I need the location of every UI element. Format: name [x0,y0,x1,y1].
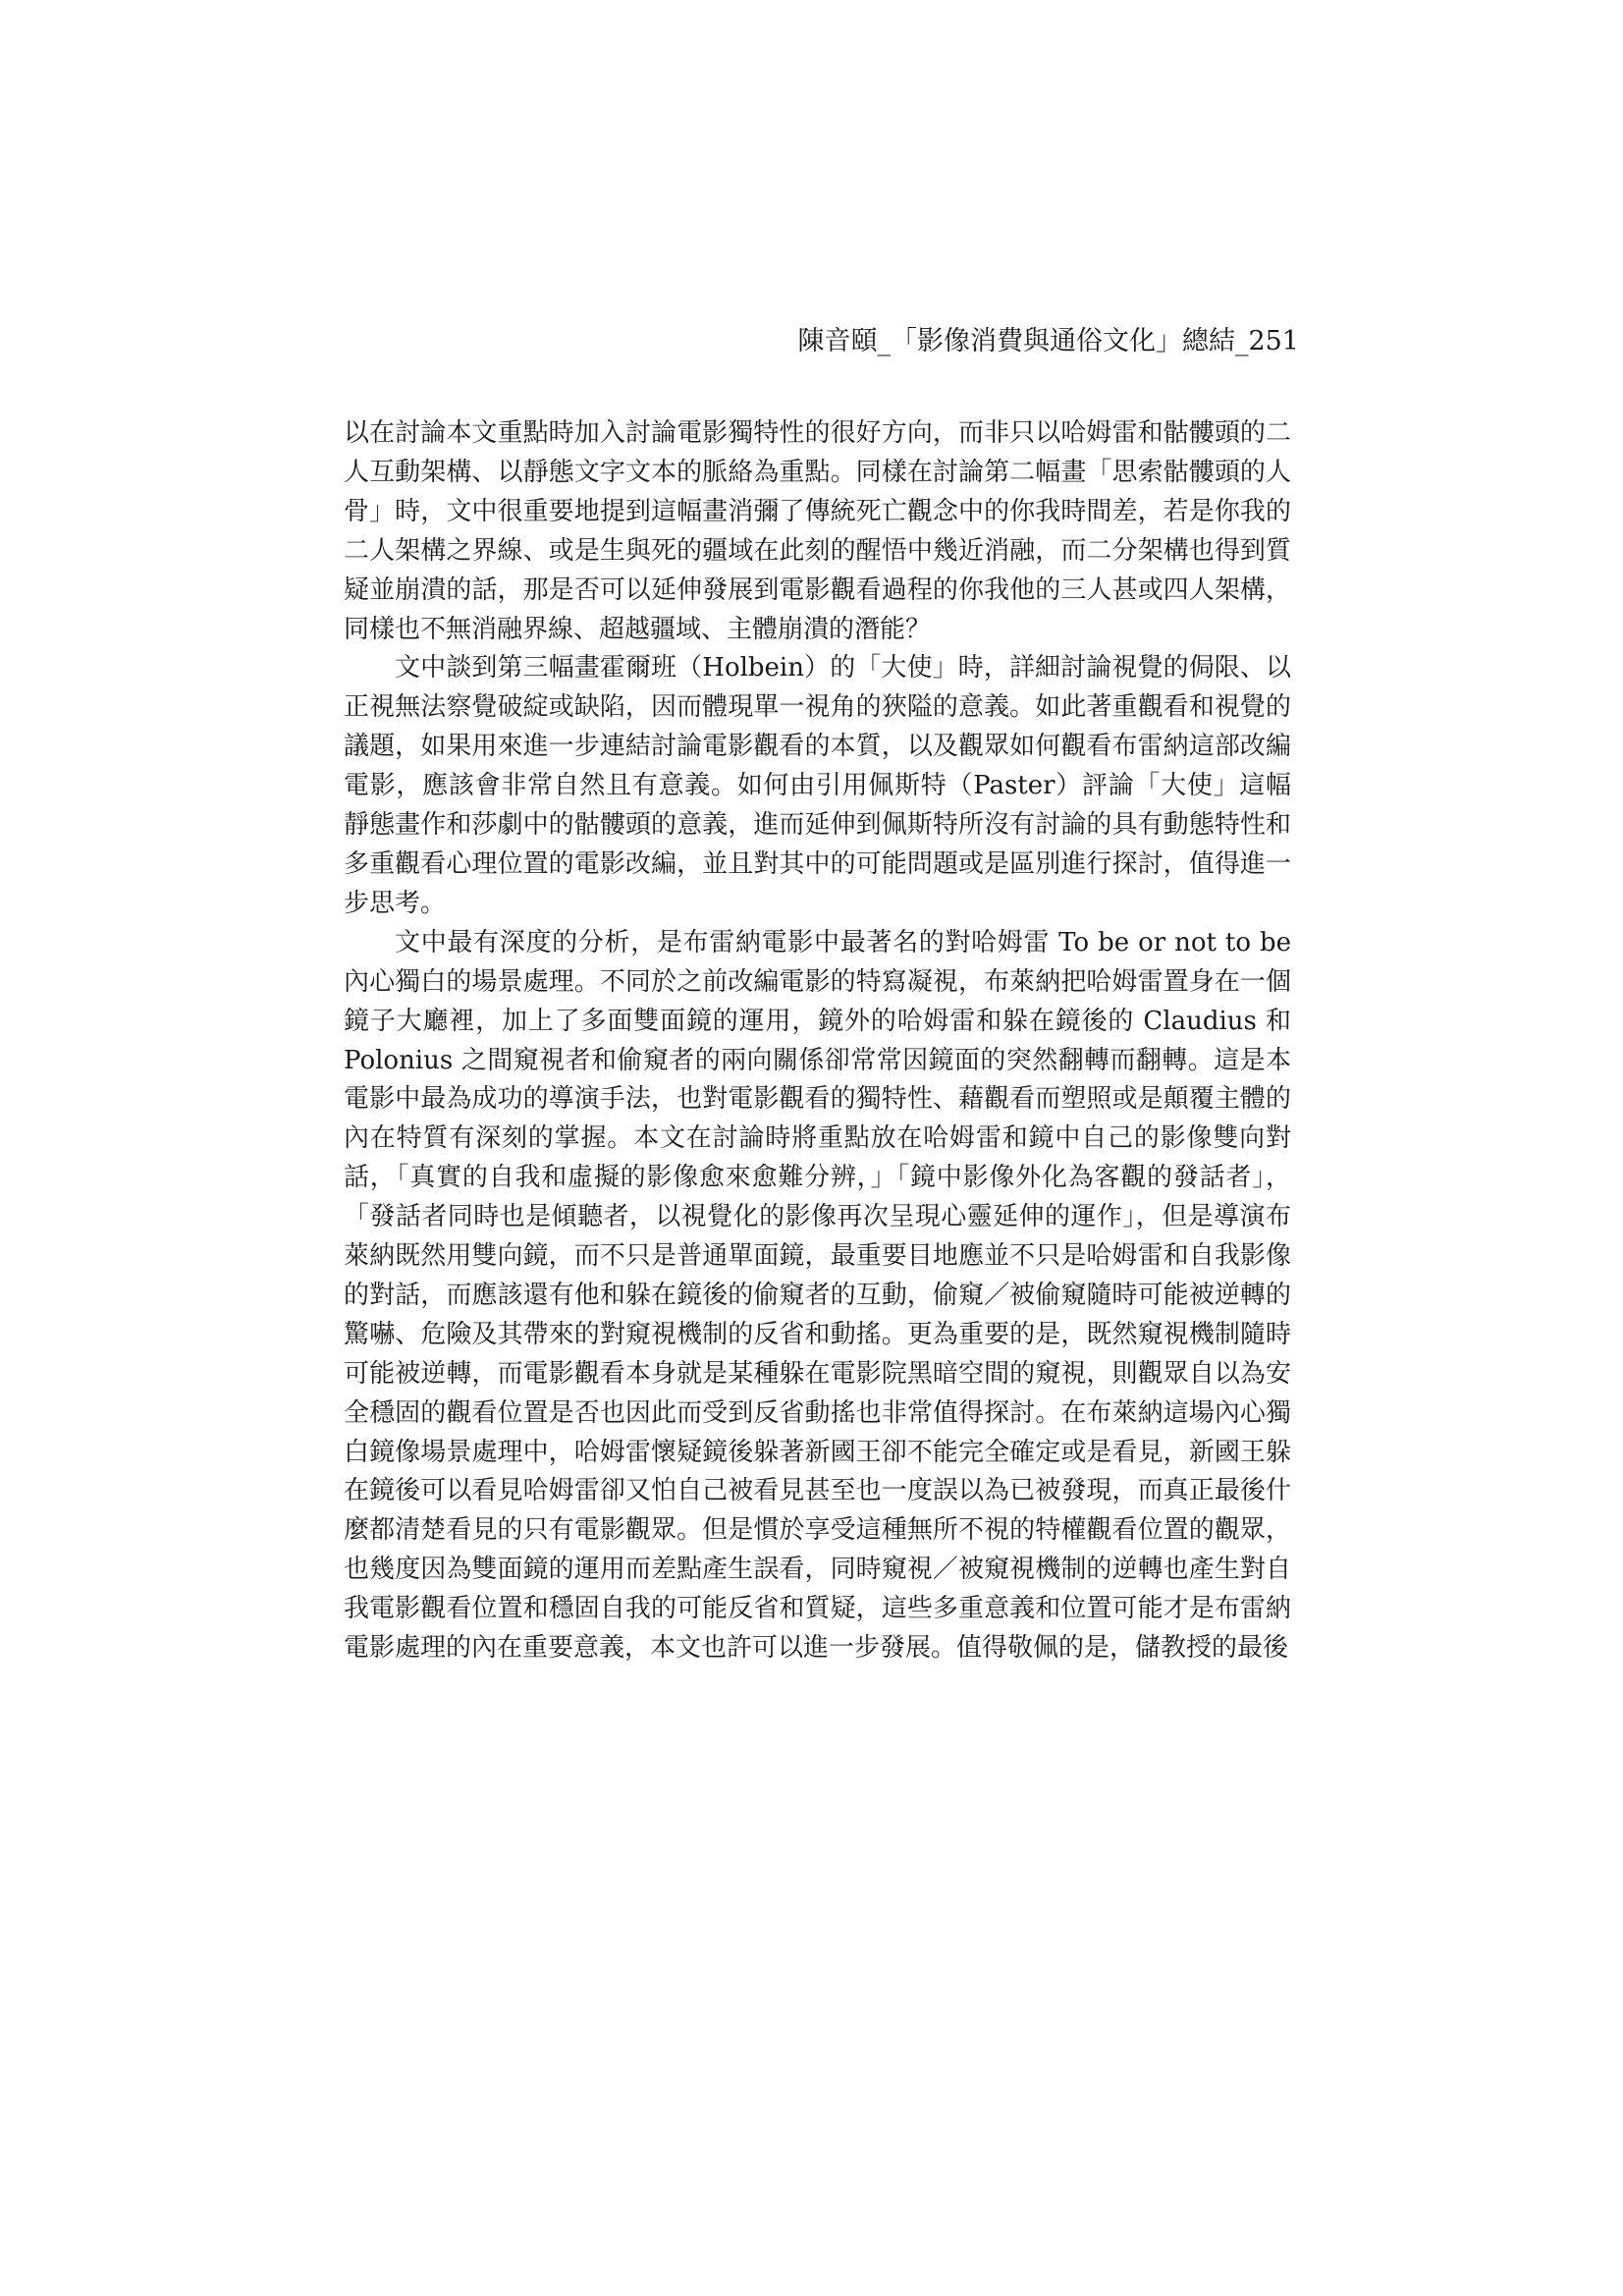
body-text [344,414,1291,1668]
paragraph: 文中談到第三幅畫霍爾班（Holbein）的「大使」時，詳細討論視覺的侷限、以正視無法察覺破綻或缺陷，因而體現單一視角的狹隘的意義。如此著重觀看和視覺的議題，如果用來進一步連結討論電影觀看的本質，以及觀眾如何觀看布雷納這部改編電影，應該會非常自然且有意義。如何由引用佩斯特（Paster）評論「大使」這幅靜態畫作和莎劇中的骷髏頭的意義，進而延伸到佩斯特所沒有討論的具有動態特性和多重觀看心理位置的電影改編，並且對其中的可能問題或是區別進行探討，值得進一步思考。 [344,653,1291,918]
running-header: 陳音頤_「影像消費與通俗文化」總結_251 [797,326,1299,356]
paragraph: 文中最有深度的分析，是布雷納電影中最著名的對哈姆雷 To be or not to be 內心獨白的場景處理。不同於之前改編電影的特寫凝視，布萊納把哈姆雷置身在一個鏡子大廳裡，加上了多面雙面鏡的運用，鏡外的哈姆雷和躲在鏡後的 Claudius 和 Polonius 之間窺視者和偷窺者的兩向關係卻常常因鏡面的突然翻轉而翻轉。這是本電影中最為成功的導演手法，也對電影觀看的獨特性、藉觀看而塑照或是顛覆主體的內在特質有深刻的掌握。本文在討論時將重點放在哈姆雷和鏡中自己的影像雙向對話，「真實的自我和虛擬的影像愈來愈難分辨，」「鏡中影像外化為客觀的發話者」，「發話者同時也是傾聽者，以視覺化的影像再次呈現心靈延伸的運作」，但是導演布萊納既然用雙向鏡，而不只是普通單面鏡，最重要目地應並不只是哈姆雷和自我影像的對話，而應該還有他和躲在鏡後的偷窺者的互動，偷窺／被偷窺隨時可能被逆轉的驚嚇、危險及其帶來的對窺視機制的反省和動搖。更為重要的是，既然窺視機制隨時可能被逆轉，而電影觀看本身就是某種躲在電影院黑暗空間的窺視，則觀眾自以為安全穩固的觀看位置是否也因此而受到反省動搖也非常值得探討。在布萊納這場內心獨白鏡像場景處理中，哈姆雷懷疑鏡後躲著新國王卻不能完全確定或是看見，新國王躲在鏡後可以看見哈姆雷卻又怕自己被看見甚至也一度誤以為已被發現，而真正最後什麼都清楚看見的只有電影觀眾。但是慣於享受這種無所不視的特權觀看位置的觀眾，也幾度因為雙面鏡的運用而差點產生誤看，同時窺視／被窺視機制的逆轉也產生對自我電影觀看位置和穩固自我的可能反省和質疑，這些多重意義和位置可能才是布雷納電影處理的內在重要意義，本文也許可以進一步發展。值得敬佩的是，儲教授的最後 [344,927,1291,1664]
paragraph-continuation: 以在討論本文重點時加入討論電影獨特性的很好方向，而非只以哈姆雷和骷髏頭的二人互動架構、以靜態文字文本的脈絡為重點。同樣在討論第二幅畫「思索骷髏頭的人骨」時，文中很重要地提到這幅畫消彌了傳統死亡觀念中的你我時間差，若是你我的二人架構之界線、或是生與死的疆域在此刻的醒悟中幾近消融，而二分架構也得到質疑並崩潰的話，那是否可以延伸發展到電影觀看過程的你我他的三人甚或四人架構，同樣也不無消融界線、超越疆域、主體崩潰的潛能？ [344,418,1291,644]
